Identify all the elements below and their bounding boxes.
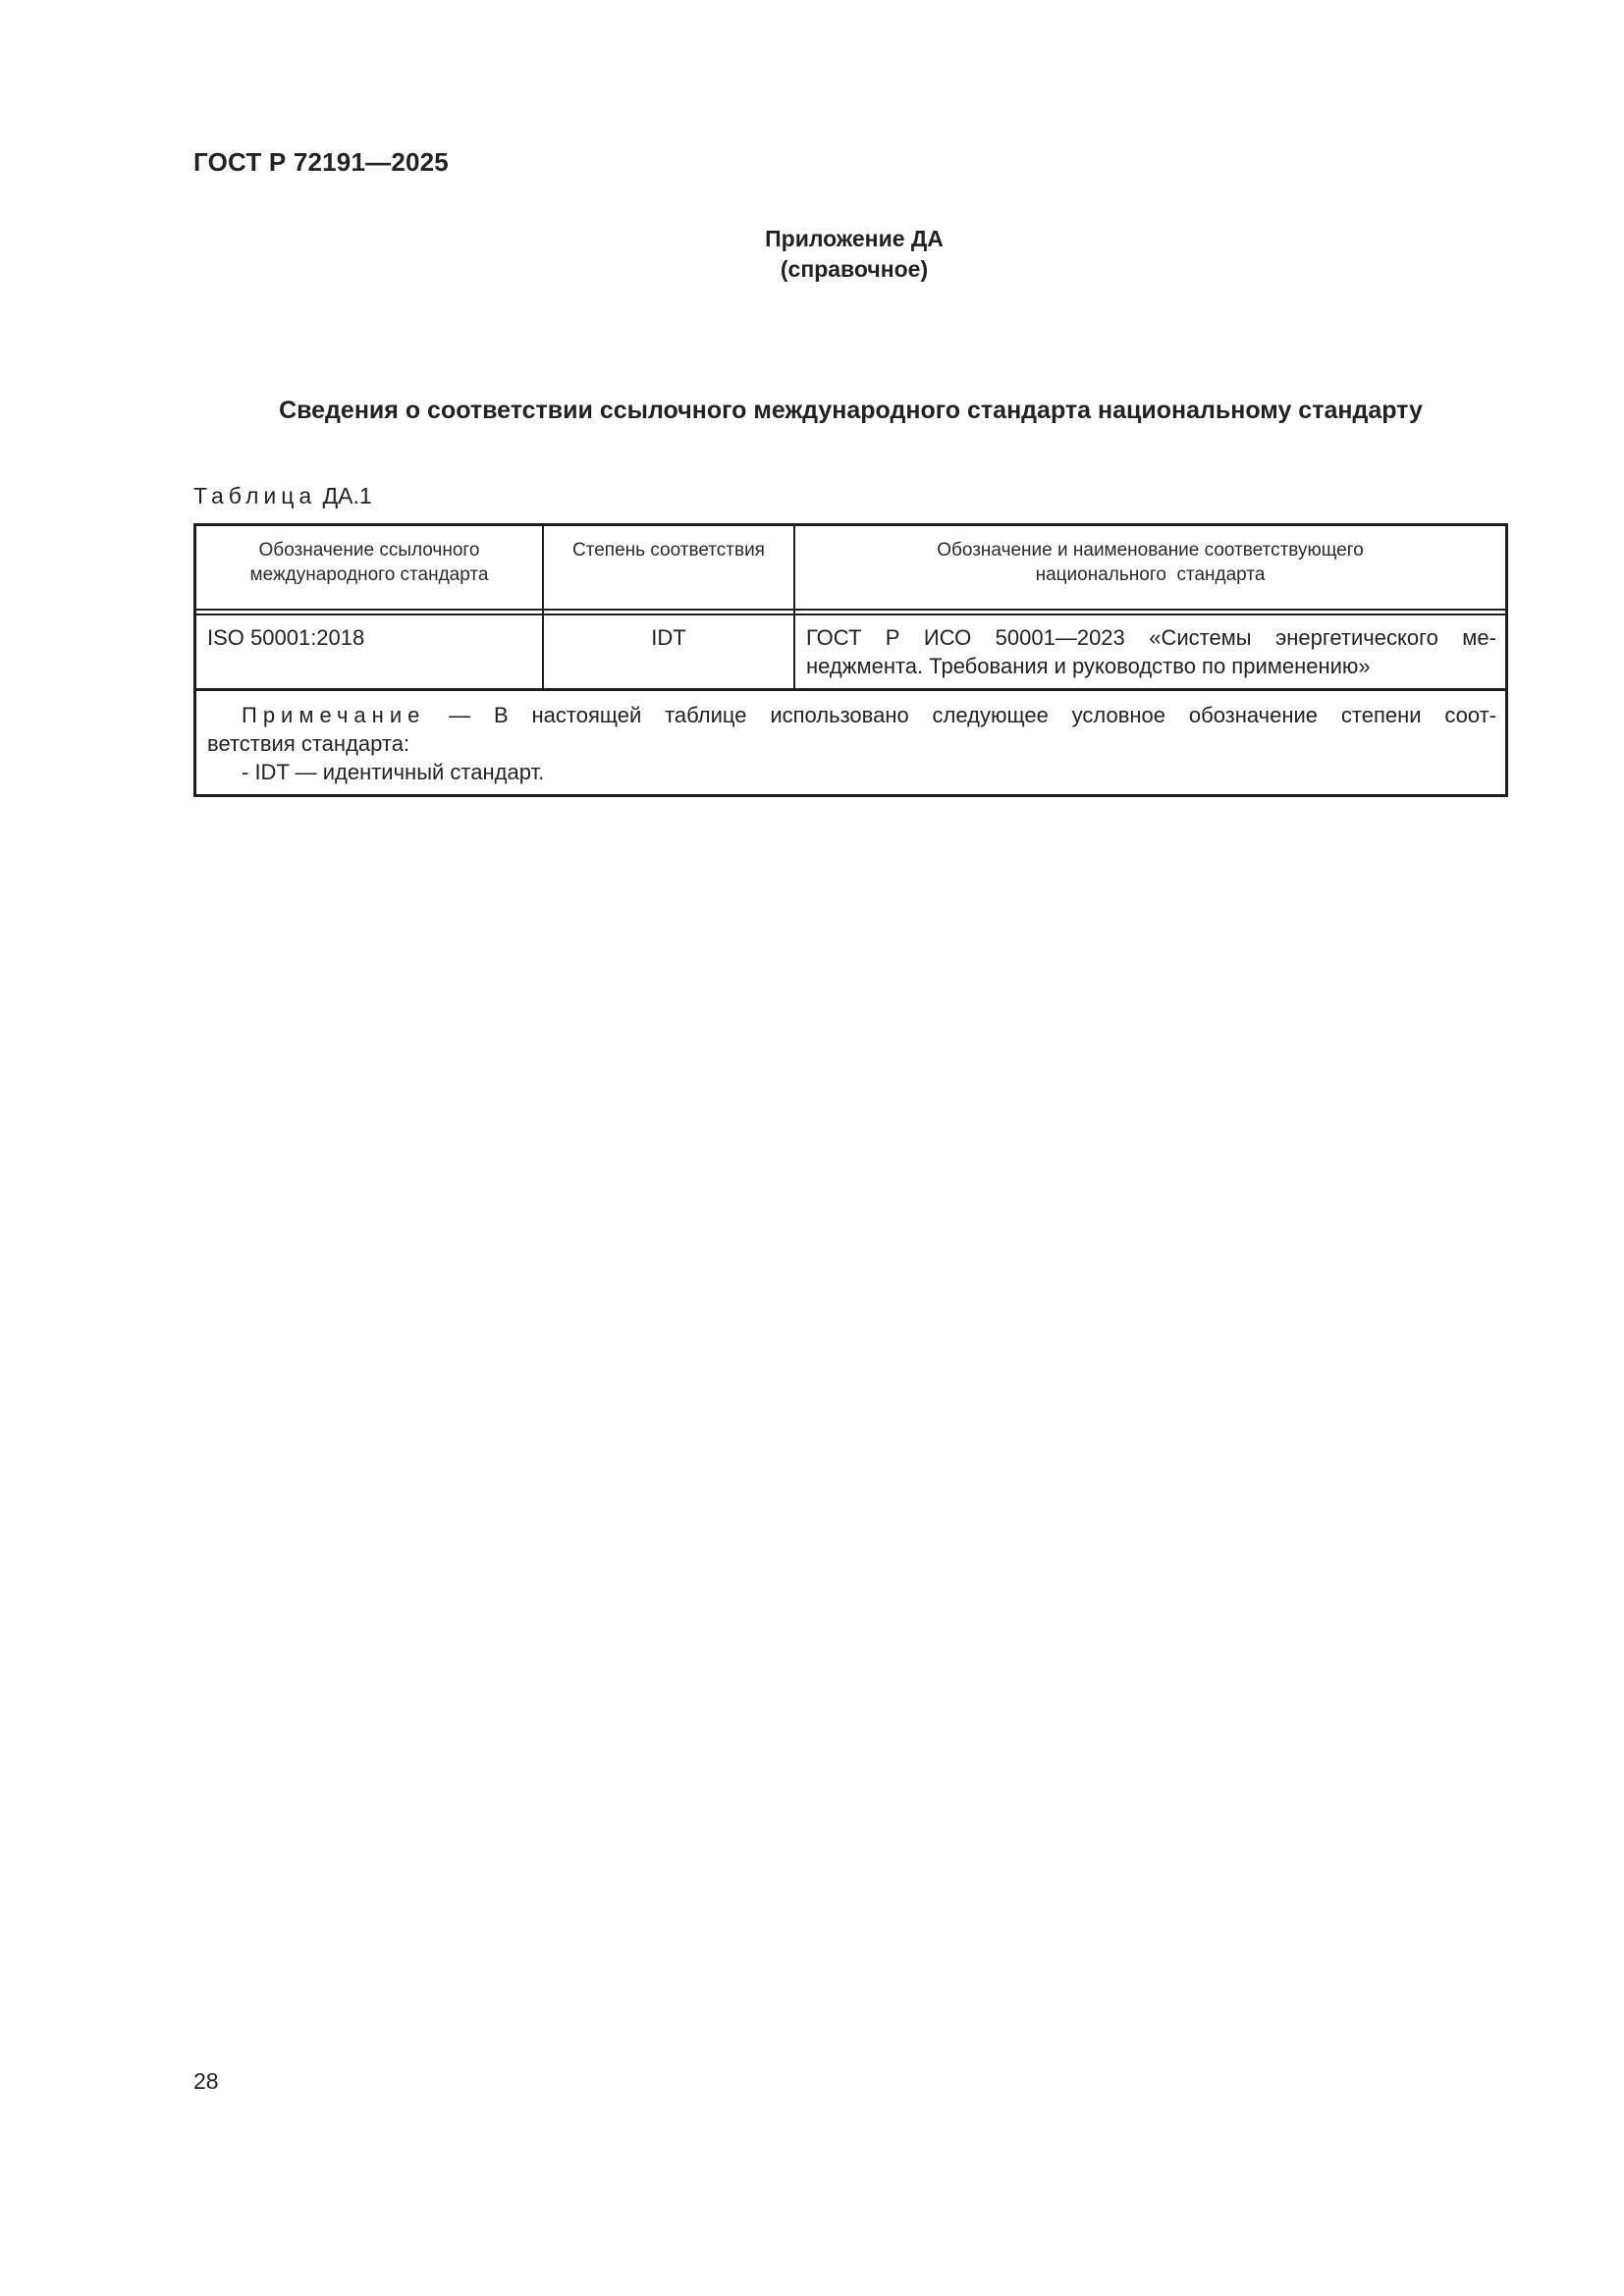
note-text: — В настоящей таблице использовано следующее условное обозначение степени соот- [425,703,1496,727]
header-divider-top [196,609,1505,611]
table-note [207,701,1496,786]
table-caption-id: ДА.1 [316,483,372,508]
page-number: 28 [193,2068,219,2094]
cell-degree: IDT [651,625,686,650]
cell-national-standard-line: ГОСТ Р ИСО 50001—2023 «Системы энергетического ме- [806,625,1496,650]
note-line: - IDT — идентичный стандарт. [242,760,545,784]
column-header-line: Обозначение ссылочного [258,540,480,561]
row-divider [196,688,1505,691]
note-line: ветствия стандарта: [207,731,410,756]
correspondence-table [193,523,1508,797]
table-caption-word: Таблица [193,483,317,508]
cell-national-standard [806,623,1496,680]
cell-international-standard: ISO 50001:2018 [207,625,365,650]
cell-national-standard-line: неджмента. Требования и руководство по применению» [806,654,1371,678]
header-divider-bottom [196,614,1505,615]
note-line [207,701,1496,729]
column-header-line: международного стандарта [249,564,489,585]
column-header-line: Степень соответствия [572,540,765,561]
column-header-national-standard [795,538,1505,587]
column-header-line: Обозначение и наименование соответствующего [937,540,1364,561]
table-caption [193,483,372,509]
column-header-international-standard [196,538,542,587]
note-label: Примечание [242,703,426,727]
column-header-line: национального стандарта [1035,564,1266,585]
section-heading: Сведения о соответствии ссылочного международного стандарта национальному стандарту [279,397,1423,424]
appendix-type: (справочное) [780,256,929,282]
appendix-title: Приложение ДА [765,226,944,251]
column-header-degree [544,538,793,562]
document-code: ГОСТ Р 72191—2025 [193,147,449,177]
